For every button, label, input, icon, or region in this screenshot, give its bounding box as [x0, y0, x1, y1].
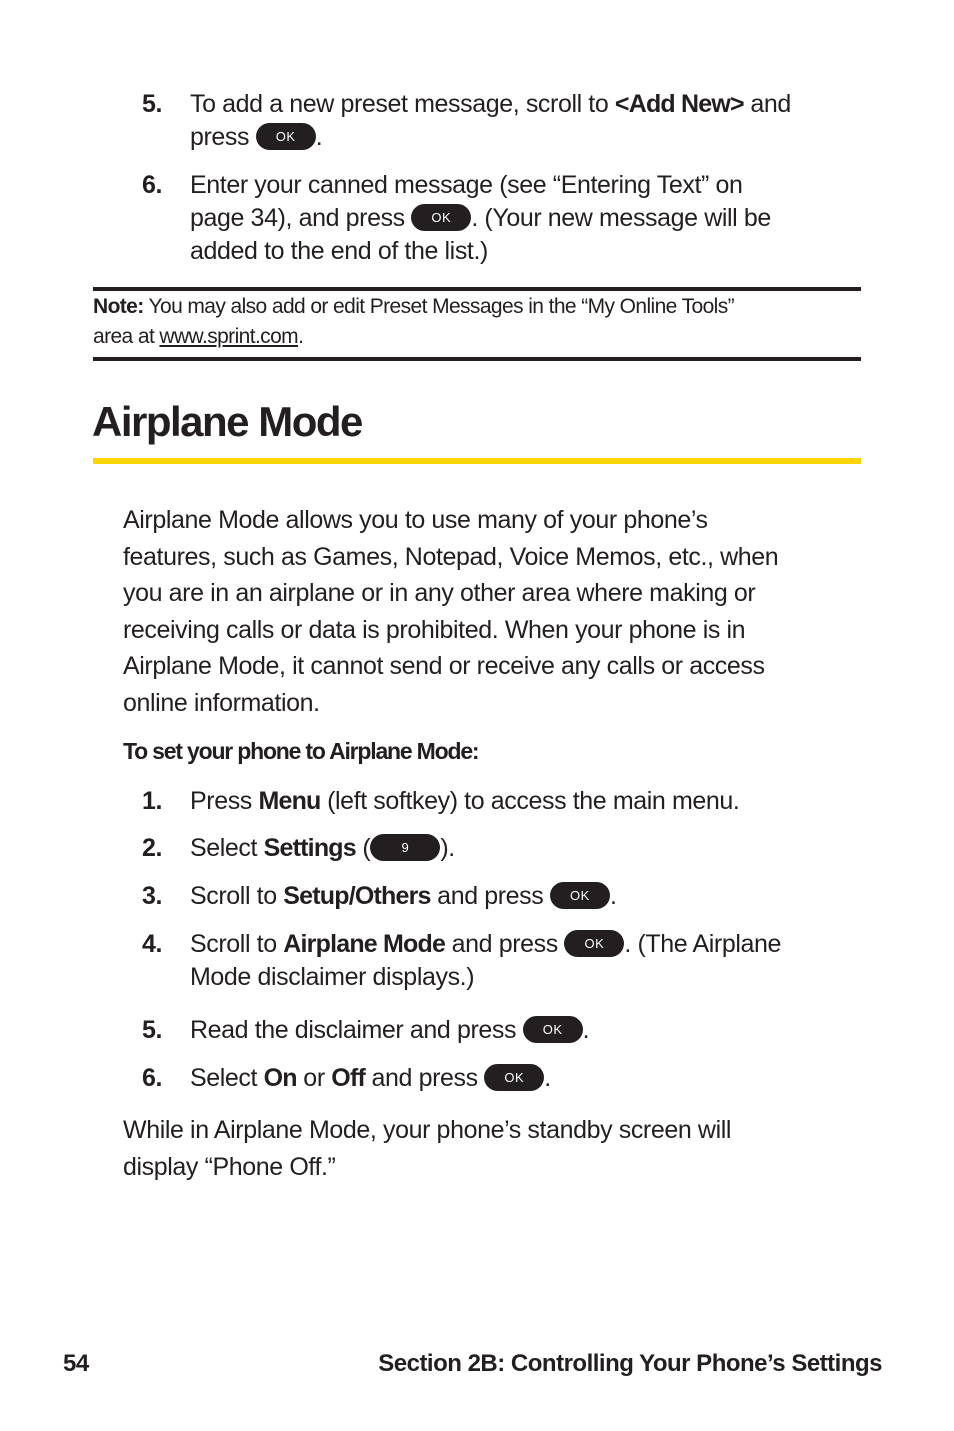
ok-key-icon: OK [564, 930, 624, 957]
page-number: 54 [63, 1350, 89, 1377]
ok-key-icon: OK [411, 204, 471, 231]
note-top-rule [93, 287, 861, 291]
add-new-label: <Add New> [614, 90, 744, 118]
section-title: Airplane Mode [92, 398, 362, 445]
note-box: Note: You may also add or edit Preset Messages in the “My Online Tools” area at www.sprint.com. [93, 295, 735, 348]
procedure-heading: To set your phone to Airplane Mode: [123, 738, 479, 764]
ok-key-icon: OK [550, 882, 610, 909]
footer-section-title: Section 2B: Controlling Your Phone’s Settings [378, 1350, 882, 1377]
note-bottom-rule [93, 357, 861, 361]
intro-paragraph: Airplane Mode allows you to use many of your phone’s features, such as Games, Notepad, Voice Memos, etc., when you are in an airplane or in any other area where making or receiving calls or data is prohibited. When your phone is in Airplane Mode, it cannot send or receive any calls or access online information. [123, 506, 779, 717]
ok-key-icon: OK [256, 123, 316, 150]
title-underline [93, 458, 861, 464]
sprint-link[interactable]: www.sprint.com [159, 325, 299, 348]
step-number: 5. [142, 90, 163, 118]
nine-key-icon: 9 [370, 834, 440, 861]
ok-key-icon: OK [484, 1064, 544, 1091]
closing-paragraph: While in Airplane Mode, your phone’s standby screen will display “Phone Off.” [123, 1116, 732, 1181]
note-label: Note: [93, 295, 144, 318]
ok-key-icon: OK [523, 1016, 583, 1043]
step-number: 6. [142, 171, 163, 199]
